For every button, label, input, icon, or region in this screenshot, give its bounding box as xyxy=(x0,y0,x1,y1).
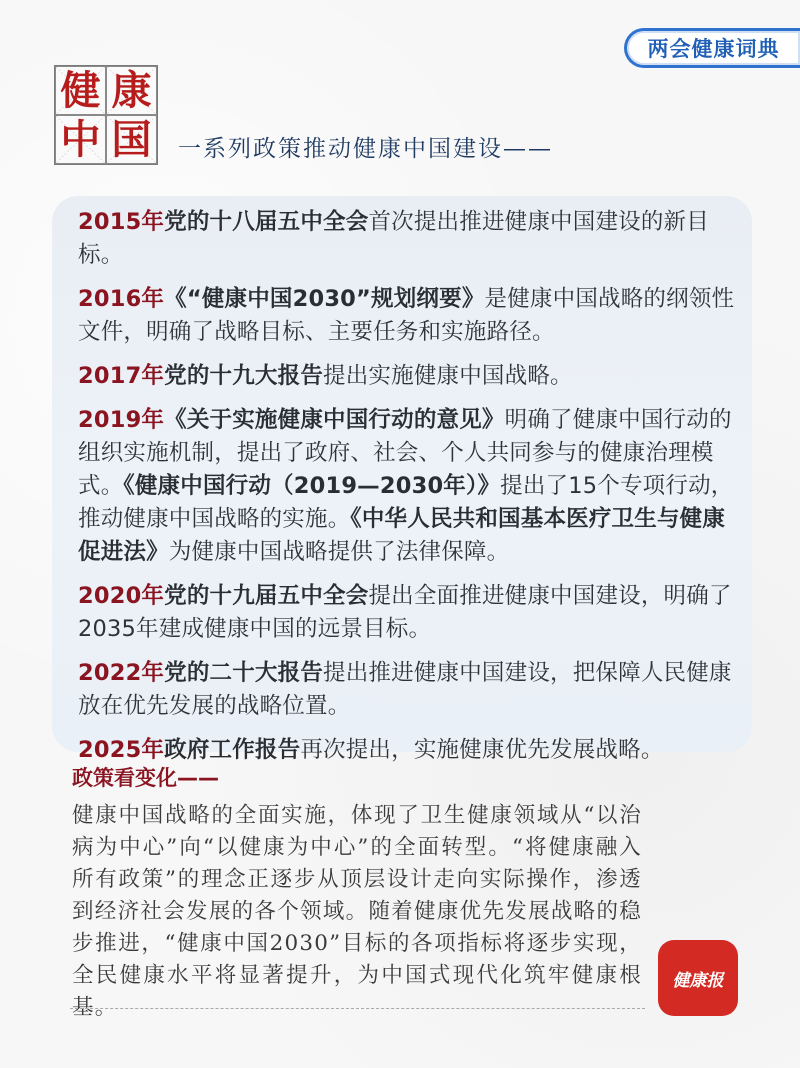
topic-tag xyxy=(624,28,800,68)
page-subtitle: 一系列政策推动健康中国建设—— xyxy=(178,136,553,162)
topic-tag-label: 两会健康词典 xyxy=(647,37,780,61)
healthy-china-logo xyxy=(54,65,158,165)
timeline-entry-2022 xyxy=(78,657,746,723)
timeline-entry-2017 xyxy=(78,360,746,393)
entry-title: 党的二十大报告 xyxy=(164,660,324,686)
entry-text: 首次提出推进健康中国建设的新目标。 xyxy=(78,209,709,268)
timeline-entry-2019 xyxy=(78,404,746,569)
timeline-entry-2015 xyxy=(78,206,746,272)
publisher-logo-text: 健康报 xyxy=(672,970,724,991)
entry-title: 党的十八届五中全会 xyxy=(164,209,369,235)
entry-year: 2015年 xyxy=(78,209,165,235)
entry-year: 2016年 xyxy=(78,286,165,312)
timeline-entry-2016 xyxy=(78,283,746,349)
entry-year: 2022年 xyxy=(78,660,165,686)
entry-text: 提出推进健康中国建设，把保障人民健康放在优先发展的战略位置。 xyxy=(78,660,732,719)
section-title: 政策看变化—— xyxy=(72,766,219,790)
entry-title: 政府工作报告 xyxy=(164,737,301,763)
entry-text-3: 为健康中国战略提供了法律保障。 xyxy=(168,539,510,565)
timeline-entry-2020 xyxy=(78,580,746,646)
entry-text: 提出全面推进健康中国建设，明确了2035年建成健康中国的远景目标。 xyxy=(78,583,732,642)
entry-title-3: 《中华人民共和国基本医疗卫生与健康促进法》 xyxy=(78,506,726,565)
logo-char: 健 xyxy=(60,66,101,114)
logo-cell xyxy=(55,115,106,164)
logo-char: 中 xyxy=(60,115,101,163)
entry-title-2: 《健康中国行动（2019—2030年）》 xyxy=(123,473,501,499)
logo-char: 康 xyxy=(111,66,152,114)
entry-year: 2025年 xyxy=(78,737,165,763)
publisher-logo xyxy=(658,940,738,1016)
entry-year: 2017年 xyxy=(78,363,165,389)
entry-title: 党的十九届五中全会 xyxy=(164,583,369,609)
entry-title: 《关于实施健康中国行动的意见》 xyxy=(164,407,505,433)
entry-title: 党的十九大报告 xyxy=(164,363,324,389)
entry-text: 再次提出，实施健康优先发展战略。 xyxy=(300,737,664,763)
entry-text: 提出实施健康中国战略。 xyxy=(323,363,573,389)
entry-text: 明确了健康中国行动的组织实施机制，提出了政府、社会、个人共同参与的健康治理模式。 xyxy=(78,407,732,499)
section-paragraph: 健康中国战略的全面实施，体现了卫生健康领域从“以治病为中心”向“以健康为中心”的全面转型。“将健康融入所有政策”的理念正逐步从顶层设计走向实际操作，渗透到经济社会发展的各个领域。随着健康优先发展战略的稳步推进，“健康中国2030”目标的各项指标将逐步实现，全民健康水平将显著提升，为中国式现代化筑牢健康根基。 xyxy=(72,803,642,1020)
policy-timeline xyxy=(78,206,746,778)
dashed-divider xyxy=(70,1008,645,1009)
entry-year: 2019年 xyxy=(78,407,165,433)
logo-char: 国 xyxy=(111,115,152,163)
entry-title: 《“健康中国2030”规划纲要》 xyxy=(164,286,485,312)
entry-year: 2020年 xyxy=(78,583,165,609)
logo-cell xyxy=(106,115,157,164)
logo-cell xyxy=(106,66,157,115)
entry-text-2: 提出了15个专项行动，推动健康中国战略的实施。 xyxy=(78,473,734,532)
logo-cell xyxy=(55,66,106,115)
entry-text: 是健康中国战略的纲领性文件，明确了战略目标、主要任务和实施路径。 xyxy=(78,286,735,345)
